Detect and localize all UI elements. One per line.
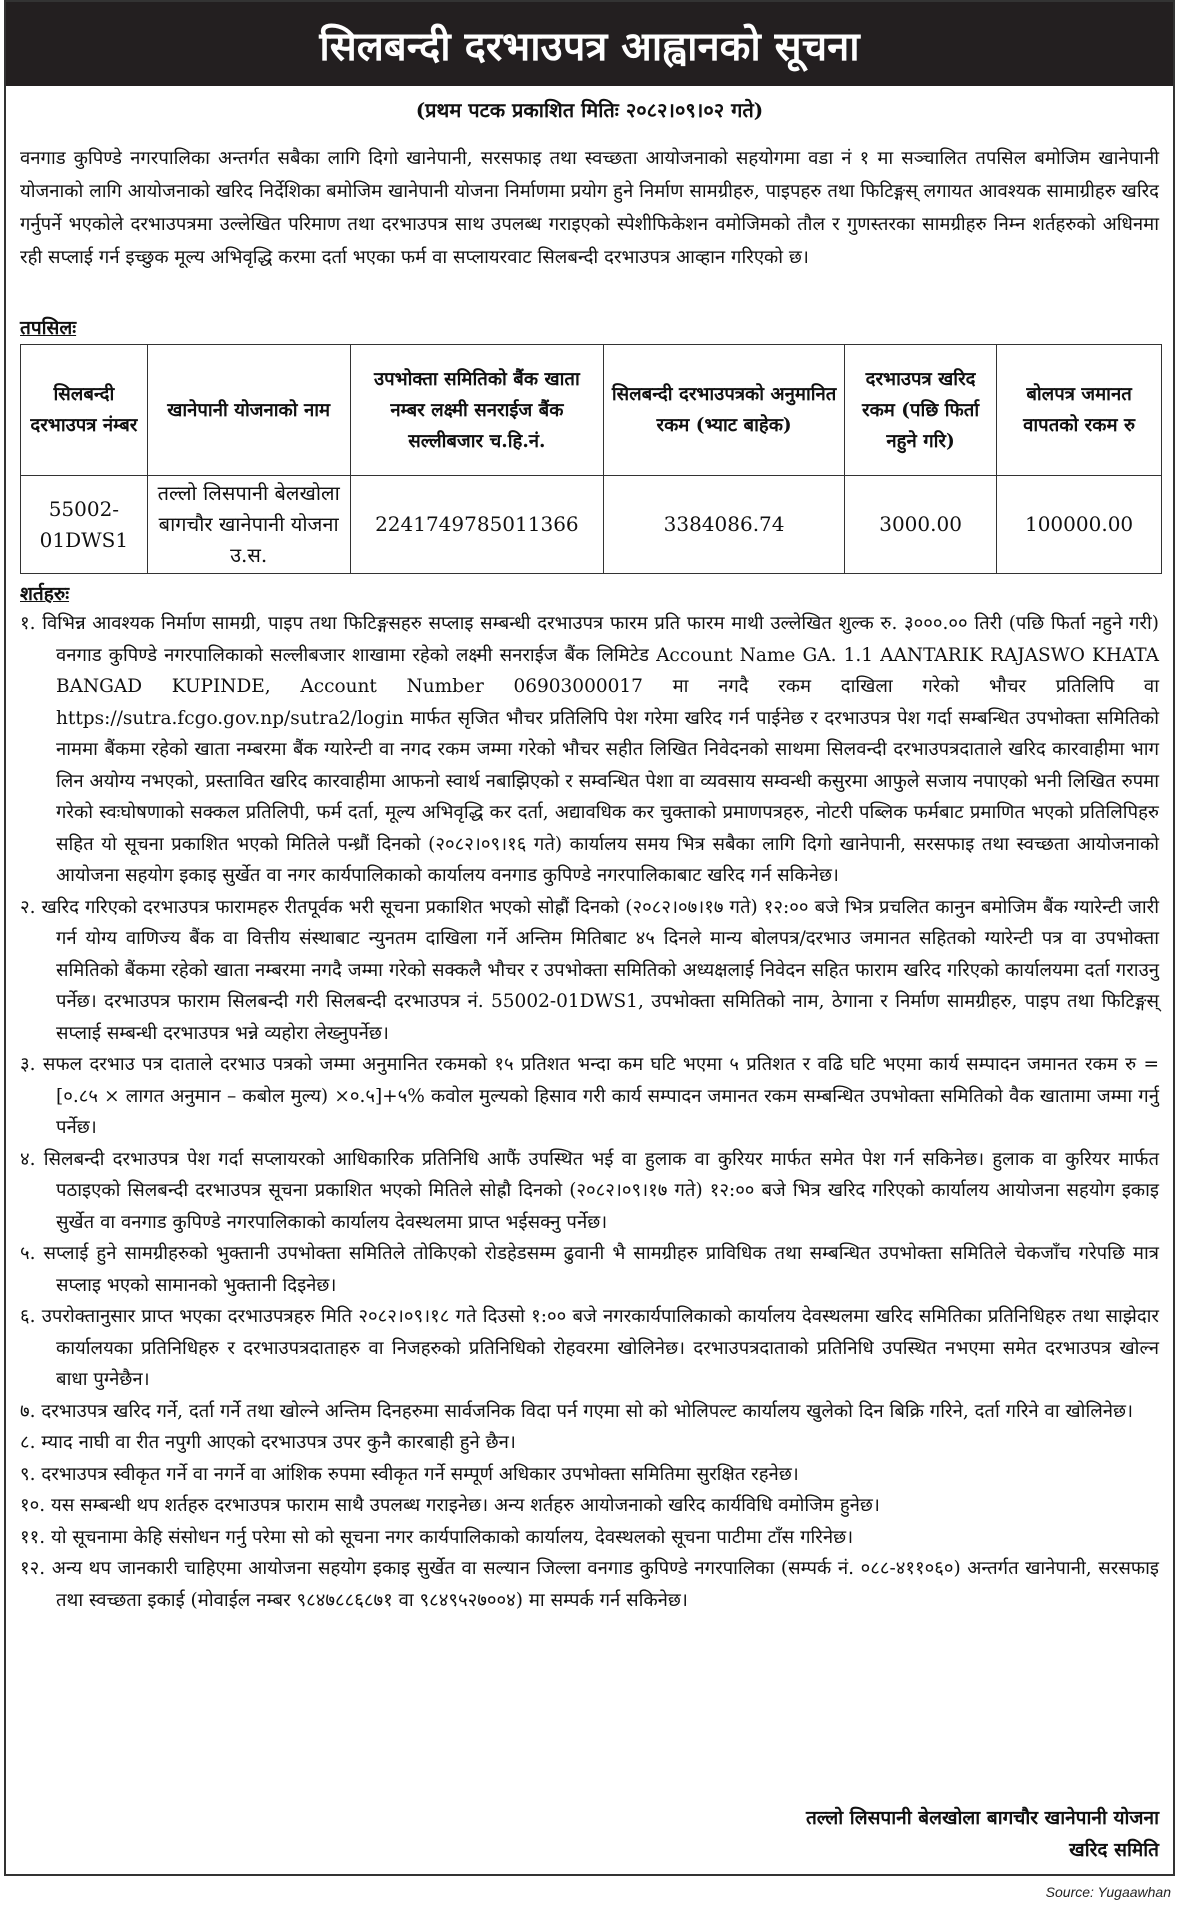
term-item: १२. अन्य थप जानकारी चाहिएमा आयोजना सहयोग इकाइ सुर्खेत वा सल्यान जिल्ला वनगाड कुपिण्डे नगरपालिका (सम्पर्क नं. ०८८-४११०६०) अन्तर्गत खानेपानी, सरसफाइ तथा स्वच्छता इकाई (मोवाईल नम्बर ९८४७८८६८७१ वा ९८४९५२७००४) मा सम्पर्क गर्न सकिनेछ।	[20, 1558, 1159, 1611]
header-bid-number: सिलबन्दी दरभाउपत्र नंम्बर	[21, 345, 148, 476]
terms-list	[20, 608, 1159, 1616]
term-item: ७. दरभाउपत्र खरिद गर्ने, दर्ता गर्ने तथा खोल्ने अन्तिम दिनहरुमा सार्वजनिक विदा पर्न गएमा सो को भोलिपल्ट कार्यालय खुलेको दिन बिक्रि गरिने, दर्ता गरिने वा खोलिनेछ।	[20, 1400, 1134, 1422]
term-item: २. खरिद गरिएको दरभाउपत्र फारामहरु रीतपूर्वक भरी सूचना प्रकाशित भएको सोह्रौं दिनको (२०८२।०७।१७ गते) १२:०० बजे भित्र प्रचलित कानुन बमोजिम बैंक ग्यारेन्टी जारी गर्न योग्य वाणिज्य बैंक वा वित्तीय संस्थाबाट न्युनतम दाखिला गर्ने अन्तिम मितिबाट ४५ दिनले मान्य बोलपत्र/दरभाउ जमानत सहितको ग्यारेन्टी पत्र वा उपभोक्ता समितिको बैंकमा रहेको खाता नम्बरमा नगदै जम्मा गरेको सक्कलै भौचर र उपभोक्ता समितिको अध्यक्षलाई निवेदन सहित फाराम खरिद गरिएको कार्यालयमा दर्ता गराउनु पर्नेछ। दरभाउपत्र फाराम सिलबन्दी गरी सिलबन्दी दरभाउपत्र नं. 55002-01DWS1, उपभोक्ता समितिको नाम, ठेगाना र निर्माण सामग्रीहरु, पाइप तथा फिटिङ्गस् सप्लाई सम्बन्धी दरभाउपत्र भन्ने व्यहोरा लेख्नुपर्नेछ।	[20, 896, 1159, 1044]
term-item: ३. सफल दरभाउ पत्र दाताले दरभाउ पत्रको जम्मा अनुमानित रकमको १५ प्रतिशत भन्दा कम घटि भएमा ५ प्रतिशत र वढि घटि भएमा कार्य सम्पादन जमानत रकम रु = [०.८५ × लागत अनुमान – कबोल मुल्य) ×०.५]+५% कवोल मुल्यको हिसाव गरी कार्य सम्पादन जमानत रकम सम्बन्धित उपभोक्ता समितिको वैक खातामा जम्मा गर्नु पर्नेछ।	[20, 1054, 1159, 1138]
cell-scheme-name: तल्लो लिसपानी बेलखोला बागचौर खानेपानी योजना उ.स.	[147, 476, 350, 574]
term-item: ६. उपरोक्तानुसार प्राप्त भएका दरभाउपत्रहरु मिति २०८२।०९।१८ गते दिउसो १:०० बजे नगरकार्यपालिकाको कार्यालय देवस्थलमा खरिद समितिका प्रतिनिधिहरु तथा साझेदार कार्यालयका प्रतिनिधिहरु र दरभाउपत्रदाताहरु वा निजहरुको प्रतिनिधिको रोहवरमा खोलिनेछ। दरभाउपत्रदाताको प्रतिनिधि उपस्थित नभएमा समेत दरभाउपत्र खोल्न बाधा पुग्नेछैन।	[20, 1306, 1159, 1390]
table-header-row	[21, 345, 1162, 476]
table-label: तपसिलः	[20, 317, 77, 339]
terms-label: शर्तहरुः	[20, 583, 70, 605]
intro-paragraph: वनगाड कुपिण्डे नगरपालिका अन्तर्गत सबैका लागि दिगो खानेपानी, सरसफाइ तथा स्वच्छता आयोजनाको सहयोगमा वडा नं १ मा सञ्चालित तपसिल बमोजिम खानेपानी योजनाको लागि आयोजनाको खरिद निर्देशिका बमोजिम खानेपानी योजना निर्माणमा प्रयोग हुने निर्माण सामग्रीहरु, पाइपहरु तथा फिटिङ्गस् लगायत आवश्यक सामाग्रीहरु खरिद गर्नुपर्ने भएकोले दरभाउपत्रमा उल्लेखित परिमाण तथा दरभाउपत्र साथ उपलब्ध गराइएको स्पेशीफिकेशन वमोजिमको तौल र गुणस्तरका सामग्रीहरु निम्न शर्तहरुको अधिनमा रही सप्लाई गर्न इच्छुक मूल्य अभिवृद्धि करमा दर्ता भएका फर्म वा सप्लायरवाट सिलबन्दी दरभाउपत्र आव्हान गरिएको छ।	[20, 148, 1159, 268]
term-item: ४. सिलबन्दी दरभाउपत्र पेश गर्दा सप्लायरको आधिकारिक प्रतिनिधि आफैं उपस्थित भई वा हुलाक वा कुरियर मार्फत समेत पेश गर्न सकिनेछ। हुलाक वा कुरियर मार्फत पठाइएको सिलबन्दी दरभाउपत्र सूचना प्रकाशित भएको मितिले सोह्रौ दिनको (२०८२।०९।१७ गते) १२:०० बजे भित्र खरिद गरिएको कार्यालय आयोजना सहयोग इकाइ सुर्खेत वा वनगाड कुपिण्डे नगरपालिकाको कार्यालय देवस्थलमा प्राप्त भईसक्नु पर्नेछ।	[20, 1148, 1159, 1233]
cell-purchase-fee: 3000.00	[845, 476, 997, 574]
publish-date: (प्रथम पटक प्रकाशित मितिः २०८२।०९।०२ गते)	[415, 98, 764, 122]
header-bid-security: बोलपत्र जमानत वापतको रकम रु	[997, 345, 1162, 476]
signature-line-2: खरिद समिति	[1069, 1839, 1159, 1861]
header-estimated-amount: सिलबन्दी दरभाउपत्रको अनुमानित रकम (भ्याट बाहेक)	[604, 345, 845, 476]
header-purchase-fee: दरभाउपत्र खरिद रकम (पछि फिर्ता नहुने गरि)	[845, 345, 997, 476]
term-item: ९. दरभाउपत्र स्वीकृत गर्ने वा नगर्ने वा आंशिक रुपमा स्वीकृत गर्ने सम्पूर्ण अधिकार उपभोक्ता समितिमा सुरक्षित रहनेछ।	[20, 1463, 799, 1485]
signature-block	[806, 1802, 1159, 1866]
cell-bank-account: 2241749785011366	[350, 476, 604, 574]
cell-bid-number: 55002-01DWS1	[21, 476, 148, 574]
source-credit: Source: Yugaawhan	[1045, 1884, 1171, 1900]
term-item: १. विभिन्न आवश्यक निर्माण सामग्री, पाइप तथा फिटिङ्गसहरु सप्लाइ सम्बन्धी दरभाउपत्र फारम प्रति फारम माथी उल्लेखित शुल्क रु. ३०००.०० तिरी (पछि फिर्ता नहुने गरी) वनगाड कुपिण्डे नगरपालिकाको सल्लीबजार शाखामा रहेको लक्ष्मी सनराईज बैंक लिमिटेड Account Name GA. 1.1 AANTARIK RAJASWO KHATA BANGAD KUPINDE, Account Number 06903000017 मा नगदै रकम दाखिला गरेको भौचर प्रतिलिपि वा https://sutra.fcgo.gov.np/sutra2/login मार्फत सृजित भौचर प्रतिलिपि पेश गरेमा खरिद गर्न पाईनेछ र दरभाउपत्र पेश गर्दा सम्बन्धित उपभोक्ता समितिको नाममा बैंकमा रहेको खाता नम्बरमा बैंक ग्यारेन्टी वा नगद रकम जम्मा गरेको भौचर सहीत लिखित निवेदनको साथमा सिलवन्दी दरभाउपत्रदाताले खरिद कारवाहीमा भाग लिन अयोग्य नभएको, प्रस्तावित खरिद कारवाहीमा आफनो स्वार्थ नबाझिएको र सम्वन्धित पेशा वा व्यवसाय सम्वन्धी कसुरमा आफुले सजाय नपाएको भनी लिखित रुपमा गरेको स्वःघोषणाको सक्कल प्रतिलिपी, फर्म दर्ता, मूल्य अभिवृद्धि कर दर्ता, अद्यावधिक कर चुक्ताको प्रमाणपत्रहरु, नोटरी पब्लिक फर्मबाट प्रमाणित भएको प्रतिलिपिहरु सहित यो सूचना प्रकाशित भएको मितिले पन्ध्रौं दिनको (२०८२।०९।१६ गते) कार्यालय समय भित्र सबैका लागि दिगो खानेपानी, सरसफाइ तथा स्वच्छता आयोजनाको आयोजना सहयोग इकाइ सुर्खेत वा नगर कार्यपालिकाको कार्यालय वनगाड कुपिण्डे नगरपालिकाबाट खरिद गर्न सकिनेछ।	[20, 613, 1159, 886]
cell-estimated-amount: 3384086.74	[604, 476, 845, 574]
header-scheme-name: खानेपानी योजनाको नाम	[147, 345, 350, 476]
term-item: १०. यस सम्बन्धी थप शर्तहरु दरभाउपत्र फाराम साथै उपलब्ध गराइनेछ। अन्य शर्तहरु आयोजनाको खरिद कार्यविधि वमोजिम हुनेछ।	[20, 1495, 880, 1516]
term-item: ८. म्याद नाघी वा रीत नपुगी आएको दरभाउपत्र उपर कुनै कारबाही हुने छैन।	[20, 1432, 516, 1453]
signature-line-1: तल्लो लिसपानी बेलखोला बागचौर खानेपानी योजना	[805, 1807, 1159, 1829]
header-bank-account: उपभोक्ता समितिको बैंक खाता नम्बर लक्ष्मी सनराईज बैंक सल्लीबजार च.हि.नं.	[350, 345, 604, 476]
term-item: ११. यो सूचनामा केहि संसोधन गर्नु परेमा सो को सूचना नगर कार्यपालिकाको कार्यालय, देवस्थलको सूचना पाटीमा टाँस गरिनेछ।	[20, 1526, 854, 1548]
term-item: ५. सप्लाई हुने सामग्रीहरुको भुक्तानी उपभोक्ता समितिले तोकिएको रोडहेडसम्म ढुवानी भै सामग्रीहरु प्राविधिक तथा सम्बन्धित उपभोक्ता समितिले चेकजाँच गरेपछि मात्र सप्लाइ भएको सामानको भुक्तानी दिइनेछ।	[20, 1243, 1159, 1296]
notice-frame	[4, 0, 1175, 1876]
cell-bid-security: 100000.00	[997, 476, 1162, 574]
details-table	[20, 344, 1162, 574]
notice-title: सिलबन्दी दरभाउपत्र आह्वानको सूचना	[6, 2, 1173, 86]
table-row	[21, 476, 1162, 574]
